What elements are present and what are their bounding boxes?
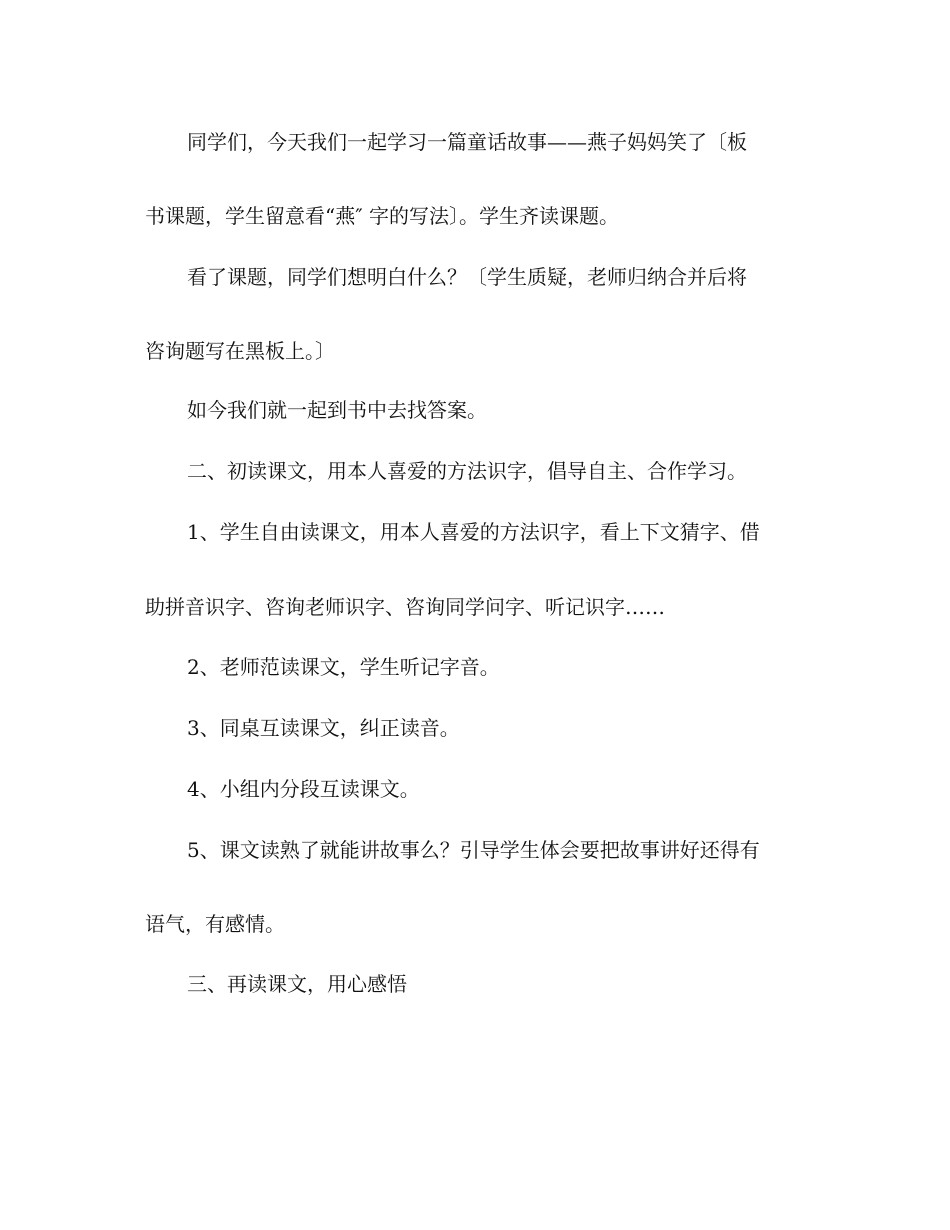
item-5-line-2: 语气，有感情。 <box>145 912 285 936</box>
item-1-line-1: 1、学生自由读课文，用本人喜爱的方法识字，看上下文猜字、借 <box>187 520 760 544</box>
section-heading-2: 二、初读课文，用本人喜爱的方法识字，倡导自主、合作学习。 <box>187 459 747 483</box>
item-3: 3、同桌互读课文，纠正读音。 <box>187 716 460 740</box>
item-5-line-1: 5、课文读熟了就能讲故事么？引导学生体会要把故事讲好还得有 <box>187 838 760 862</box>
item-4: 4、小组内分段互读课文。 <box>187 777 420 801</box>
paragraph-2-line-1: 看了课题，同学们想明白什么？〔学生质疑，老师归纳合并后将 <box>187 265 747 289</box>
item-2: 2、老师范读课文，学生听记字音。 <box>187 655 500 679</box>
item-1-line-2: 助拼音识字、咨询老师识字、咨询同学问字、听记识字…… <box>145 595 665 619</box>
section-heading-3: 三、再读课文，用心感悟 <box>187 972 407 996</box>
paragraph-3: 如今我们就一起到书中去找答案。 <box>187 398 487 422</box>
paragraph-2-line-2: 咨询题写在黑板上。〕 <box>145 339 335 363</box>
paragraph-1-line-1: 同学们，今天我们一起学习一篇童话故事——燕子妈妈笑了〔板 <box>187 130 747 154</box>
paragraph-1-line-2: 书课题，学生留意看“燕″ 字的写法〕。学生齐读课题。 <box>145 204 620 228</box>
